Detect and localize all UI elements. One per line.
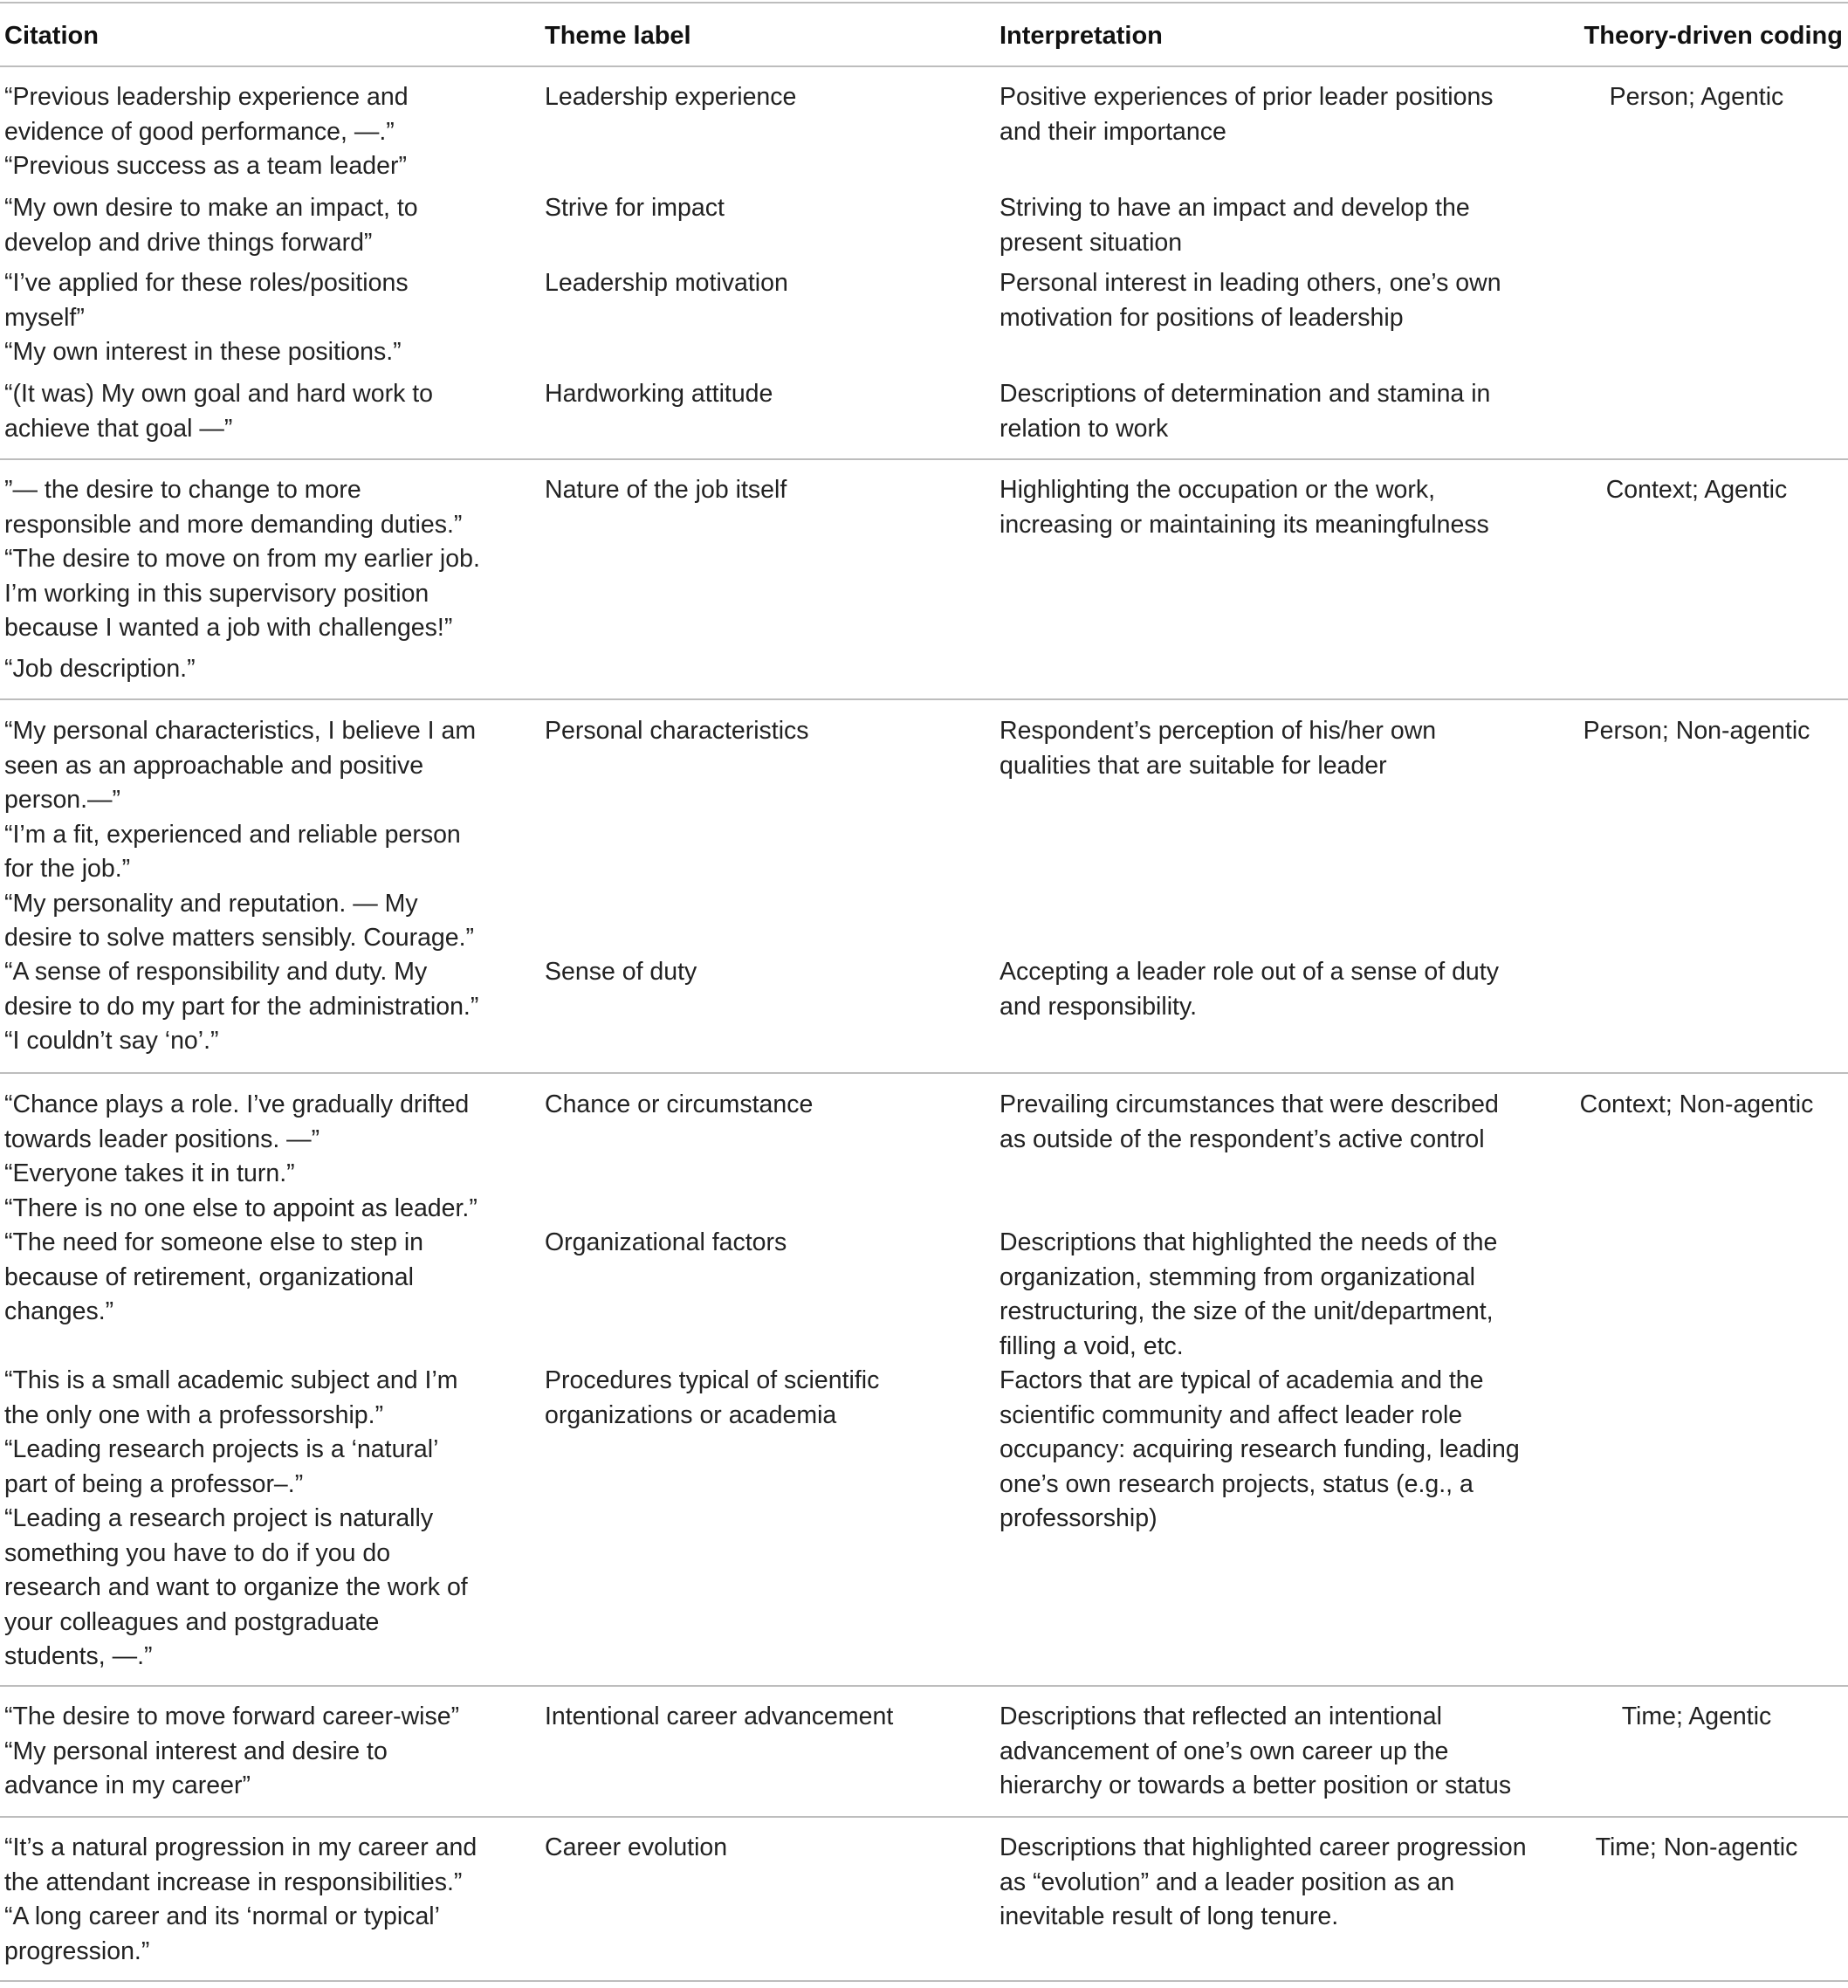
interpretation-cell: Descriptions that reflected an intentional advancement of one’s own career up the hierarchy or towards a better position or status — [1000, 1703, 1512, 1799]
citation-cell: “(It was) My own goal and hard work to achieve that goal —” — [4, 380, 434, 443]
theme-cell: Nature of the job itself — [545, 476, 787, 504]
group-divider — [0, 1072, 1848, 1074]
interpretation-cell: Highlighting the occupation or the work, increasing or maintaining its meaningfulness — [1000, 476, 1489, 539]
theme-cell: Leadership motivation — [545, 269, 788, 297]
coding-cell: Context; Non-agentic — [1579, 1090, 1814, 1118]
coding-cell: Time; Non-agentic — [1595, 1833, 1798, 1861]
group-divider — [0, 458, 1848, 460]
column-header-coding: Theory-driven coding — [1584, 22, 1843, 50]
column-header-citation: Citation — [4, 22, 99, 50]
theme-cell: Personal characteristics — [545, 717, 809, 745]
citation-cell: “A sense of responsibility and duty. My desire to do my part for the administration.” “I couldn’t say ‘no’.” — [4, 958, 479, 1055]
column-header-interpretation: Interpretation — [1000, 22, 1163, 50]
citation-cell: “It’s a natural progression in my career and the attendant increase in responsibilities.” “A long career and its ‘normal or typical’ progression.” — [4, 1833, 477, 1965]
interpretation-cell: Striving to have an impact and develop the present situation — [1000, 194, 1470, 257]
theme-cell: Chance or circumstance — [545, 1090, 814, 1118]
theme-cell: Strive for impact — [545, 194, 725, 222]
interpretation-cell: Accepting a leader role out of a sense of duty and responsibility. — [1000, 958, 1499, 1021]
citation-cell: “My personal characteristics, I believe I am seen as an approachable and positive person.—” “I’m a fit, experienced and reliable person for the job.” “My personality and reputation. — My desire to solve matters sensibly. Courage.” — [4, 717, 477, 952]
interpretation-cell: Descriptions that highlighted career progression as “evolution” and a leader position as an inevitable result of long tenure. — [1000, 1833, 1527, 1930]
coding-cell: Time; Agentic — [1621, 1703, 1772, 1730]
citation-cell: “Job description.” — [4, 655, 196, 683]
interpretation-cell: Descriptions that highlighted the needs of the organization, stemming from organizational restructuring, the size of the unit/department, filling a void, etc. — [1000, 1228, 1498, 1360]
citation-cell: ”— the desire to change to more responsible and more demanding duties.” “The desire to move on from my earlier job. I’m working in this supervisory position because I wanted a job with challenges!” — [4, 476, 480, 642]
coding-cell: Person; Non-agentic — [1583, 717, 1810, 745]
interpretation-cell: Prevailing circumstances that were described as outside of the respondent’s active control — [1000, 1090, 1499, 1153]
interpretation-cell: Personal interest in leading others, one’s own motivation for positions of leadership — [1000, 269, 1501, 332]
citation-cell: “The desire to move forward career-wise” “My personal interest and desire to advance in my career” — [4, 1703, 460, 1799]
interpretation-cell: Positive experiences of prior leader positions and their importance — [1000, 83, 1494, 146]
theme-cell: Leadership experience — [545, 83, 797, 111]
interpretation-cell: Descriptions of determination and stamina in relation to work — [1000, 380, 1491, 443]
citation-cell: “The need for someone else to step in because of retirement, organizational changes.” — [4, 1228, 424, 1325]
citation-cell: “Chance plays a role. I’ve gradually drifted towards leader positions. —” “Everyone takes it in turn.” “There is no one else to appoint as leader.” — [4, 1090, 477, 1222]
citation-cell: “I’ve applied for these roles/positions myself” “My own interest in these positions.” — [4, 269, 409, 366]
theme-cell: Hardworking attitude — [545, 380, 773, 408]
column-header-theme: Theme label — [545, 22, 691, 50]
theme-cell: Organizational factors — [545, 1228, 787, 1256]
citation-cell: “Previous leadership experience and evidence of good performance, —.” “Previous success as a team leader” — [4, 83, 409, 180]
coding-cell: Person; Agentic — [1609, 83, 1784, 111]
group-divider — [0, 1685, 1848, 1687]
coding-cell: Context; Agentic — [1605, 476, 1788, 504]
theme-cell: Career evolution — [545, 1833, 728, 1861]
citation-cell: “My own desire to make an impact, to develop and drive things forward” — [4, 194, 418, 257]
theme-cell: Sense of duty — [545, 958, 697, 986]
citation-cell: “This is a small academic subject and I’m the only one with a professorship.” “Leading research projects is a ‘natural’ part of being a professor–.” “Leading a research project is naturally something you have to do if you do research and want to organize the work of your colleagues and postgraduate students, —.” — [4, 1366, 468, 1670]
interpretation-cell: Factors that are typical of academia and the scientific community and affect leader role occupancy: acquiring research funding, leading one’s own research projects, status (e.g., a professorship) — [1000, 1366, 1520, 1532]
header-rule — [0, 65, 1848, 67]
table-bottom-rule — [0, 1980, 1848, 1982]
table-top-rule — [0, 2, 1848, 3]
group-divider — [0, 698, 1848, 700]
interpretation-cell: Respondent’s perception of his/her own qualities that are suitable for leader — [1000, 717, 1437, 780]
theme-cell: Procedures typical of scientific organizations or academia — [545, 1366, 880, 1429]
theme-cell: Intentional career advancement — [545, 1703, 894, 1730]
group-divider — [0, 1816, 1848, 1818]
